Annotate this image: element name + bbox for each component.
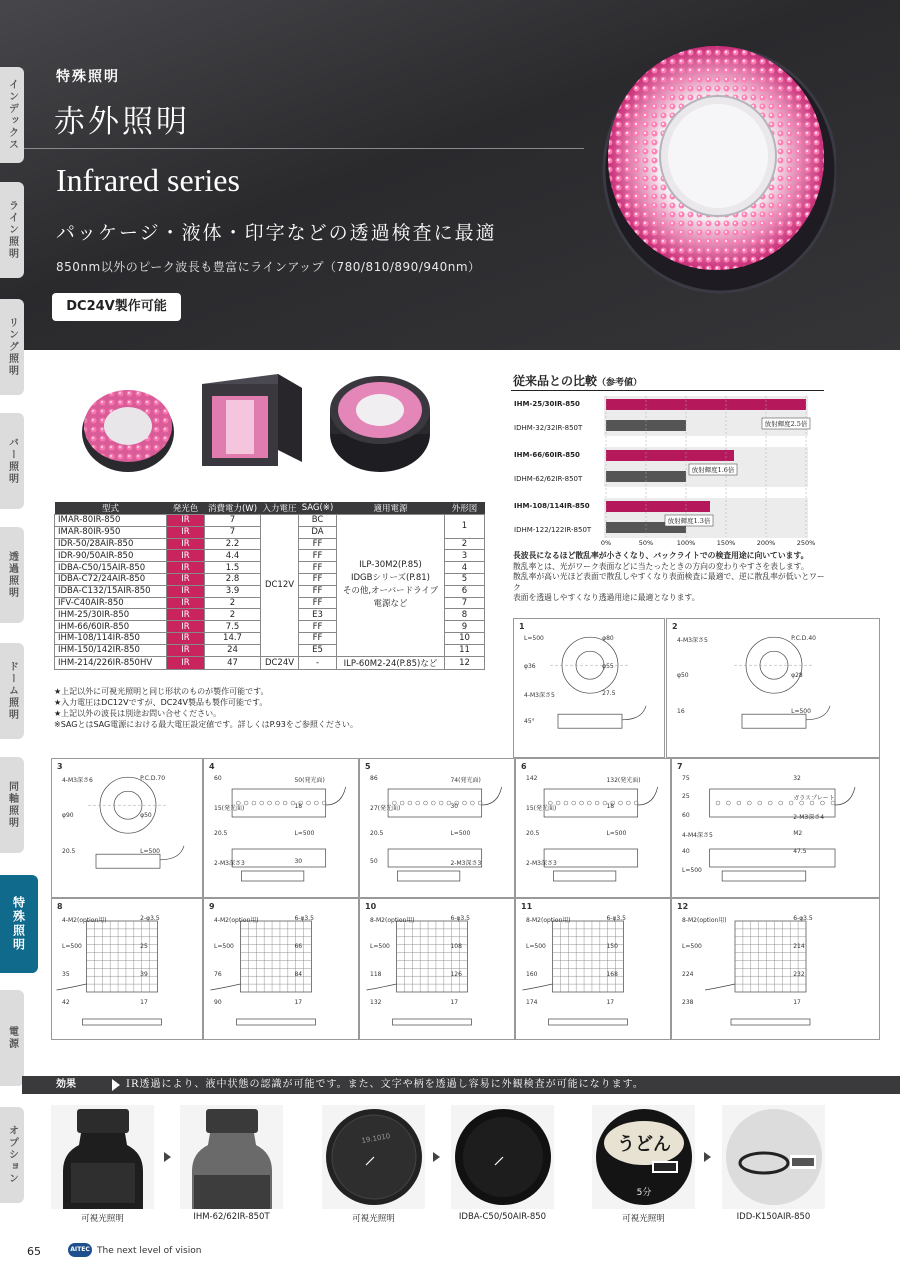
drawing-9 bbox=[203, 898, 359, 1040]
col-model: 型式 bbox=[55, 502, 167, 515]
dimension-label: 238 bbox=[682, 999, 694, 1006]
dimension-label: 17 bbox=[606, 999, 615, 1006]
drawing-number: 7 bbox=[677, 762, 683, 771]
drawing-lines bbox=[516, 759, 672, 899]
dimension-label: 6-φ3.5 bbox=[606, 915, 626, 922]
hero-header bbox=[0, 0, 900, 350]
dimension-label: 20.5 bbox=[214, 830, 228, 837]
drawing-1 bbox=[513, 618, 665, 758]
dimension-label: 118 bbox=[370, 971, 382, 978]
dimension-label: φ90 bbox=[62, 811, 74, 819]
ring-light-hero-image bbox=[596, 30, 836, 300]
header-rule bbox=[24, 148, 584, 149]
bottle-visible-photo bbox=[51, 1105, 154, 1209]
bar-new bbox=[606, 450, 734, 461]
tab-coaxial-light[interactable]: 同軸照明 bbox=[0, 757, 24, 853]
dimension-label: 20.5 bbox=[526, 830, 540, 837]
table-row: IDR-50/28AIR-850 IR 2.2 FF 2 bbox=[55, 538, 485, 550]
caption-ir-2: IDBA-C50/50AIR-850 bbox=[458, 1212, 547, 1222]
series-label-new: IHM-66/60IR-850 bbox=[514, 451, 580, 459]
drawing-5 bbox=[359, 758, 515, 898]
drawing-number: 2 bbox=[672, 622, 678, 631]
psu-cell: ILP-30M2(P.85) IDGBシリーズ(P.81) その他,オーバードライブ 電源など bbox=[337, 515, 445, 657]
dimension-label: 4-M3深さ5 bbox=[677, 637, 708, 644]
comparison-chart bbox=[510, 394, 840, 548]
dimension-label: 142 bbox=[526, 775, 538, 782]
comparison-rule bbox=[511, 390, 824, 391]
bar-new bbox=[606, 399, 806, 410]
drawing-number: 5 bbox=[365, 762, 371, 771]
ratio-label: 放射輝度1.6倍 bbox=[691, 466, 735, 474]
bar-new bbox=[606, 501, 710, 512]
dimension-label: 66 bbox=[294, 943, 303, 950]
dimension-label: 27.5 bbox=[602, 690, 616, 697]
table-row: IDBA-C132/15AIR-850 IR 3.9 FF 6 bbox=[55, 585, 485, 597]
dimension-label: L=500 bbox=[606, 830, 627, 837]
col-voltage: 入力電圧 bbox=[262, 504, 297, 514]
drawing-number: 9 bbox=[209, 902, 215, 911]
dimension-label: 30 bbox=[294, 857, 303, 865]
table-row: IHM-214/226IR-850HV IR 47 DC24V - ILP-60M2-24(P.85)など 12 bbox=[55, 656, 485, 669]
col-psu: 適用電源 bbox=[337, 502, 445, 515]
dimension-label: 18 bbox=[294, 802, 303, 810]
col-power: 消費電力(W) bbox=[205, 502, 261, 515]
dimension-label: φ55 bbox=[602, 662, 614, 670]
dimension-label: 8-M2(option用) bbox=[682, 917, 727, 924]
drawing-number: 11 bbox=[521, 902, 533, 911]
comparison-description: 長波長になるほど散乱率が小さくなり、バックライトでの検査用途に向いています。 散乱率とは、光がワーク表面などに当たったときの方向の変わりやすさを表します。 散乱率が高い光ほど表面で散乱しやすくなり表面検査に最適で、逆に散乱率が低いとワーク 表面を透過しやすくなり透過用途に最適となります。 bbox=[513, 551, 825, 602]
table-row: IFV-C40AIR-850 IR 2 FF 7 bbox=[55, 597, 485, 609]
drawing-lines bbox=[672, 759, 881, 899]
dimension-label: 15(発光面) bbox=[526, 804, 557, 812]
drawing-number: 4 bbox=[209, 762, 215, 771]
dimension-label: 132(発光面) bbox=[606, 777, 641, 784]
arrow-icon bbox=[112, 1079, 120, 1091]
dimension-label: L=500 bbox=[791, 708, 811, 716]
dimension-label: 45° bbox=[524, 717, 535, 725]
dimension-label: L=500 bbox=[450, 830, 471, 837]
tab-backlight[interactable]: 透過照明 bbox=[0, 527, 24, 623]
dimension-label: P.C.D.40 bbox=[791, 635, 816, 642]
drawing-number: 8 bbox=[57, 902, 63, 911]
dimension-label: 76 bbox=[214, 971, 222, 978]
dimension-label: 35 bbox=[62, 971, 70, 978]
dimension-label: 32 bbox=[793, 775, 801, 782]
dimension-label: φ36 bbox=[524, 662, 536, 670]
dimension-label: 50(発光面) bbox=[294, 777, 325, 784]
dimension-label: 160 bbox=[526, 971, 538, 978]
x-tick-label: 50% bbox=[638, 539, 654, 547]
col-color: 発光色 bbox=[167, 502, 205, 515]
drawing-number: 3 bbox=[57, 762, 63, 771]
dimension-label: 4-M2(option用) bbox=[62, 917, 107, 924]
dimension-label: 84 bbox=[294, 971, 303, 978]
dimension-label: φ50 bbox=[677, 671, 689, 679]
dimension-label: 174 bbox=[526, 999, 538, 1006]
drawing-number: 1 bbox=[519, 622, 525, 631]
drawing-number: 12 bbox=[677, 902, 689, 911]
dimension-label: 6-φ3.5 bbox=[793, 915, 813, 922]
series-label-new: IHM-25/30IR-850 bbox=[514, 400, 580, 408]
voltage-dc24v: DC24V bbox=[261, 656, 299, 669]
x-tick-label: 150% bbox=[716, 539, 736, 547]
dimension-label: 25 bbox=[140, 943, 148, 950]
table-row: IHM-108/114IR-850 IR 14.7 FF 10 bbox=[55, 632, 485, 644]
tab-bar-light[interactable]: バー照明 bbox=[0, 413, 24, 509]
dimension-label: 40 bbox=[682, 848, 690, 856]
table-row: IMAR-80IR-850 IR 7 DC12V BC ILP-30M2(P.85) IDGBシリーズ(P.81) その他,オーバードライブ 電源など 1 bbox=[55, 515, 485, 527]
table-row: IMAR-80IR-950 IR 7 DA bbox=[55, 526, 485, 538]
dimension-label: 4-M2(option用) bbox=[214, 917, 259, 924]
table-row: IDBA-C72/24AIR-850 IR 2.8 FF 5 bbox=[55, 573, 485, 585]
tab-index[interactable]: インデックス bbox=[0, 67, 24, 163]
x-tick-label: 0% bbox=[600, 539, 612, 547]
dimension-label: 18 bbox=[606, 802, 615, 810]
drawing-4 bbox=[203, 758, 359, 898]
caption-ir-1: IHM-62/62IR-850T bbox=[193, 1212, 270, 1222]
dimension-label: 6-φ3.5 bbox=[450, 915, 470, 922]
dimension-label: 86 bbox=[370, 775, 378, 782]
dimension-label: L=500 bbox=[62, 943, 82, 950]
drawing-3 bbox=[51, 758, 203, 898]
dimension-label: L=500 bbox=[294, 830, 315, 837]
svg-text:うどん: うどん bbox=[617, 1134, 671, 1155]
effect-text: IR透過により、液中状態の認識が可能です。また、文字や柄を透過し容易に外観検査が可能になります。 bbox=[126, 1079, 644, 1090]
dimension-label: 75 bbox=[682, 775, 690, 782]
company-logo: AITEC bbox=[68, 1243, 92, 1257]
dimension-label: L=500 bbox=[682, 866, 702, 874]
page-title-jp: 赤外照明 bbox=[54, 104, 190, 140]
dimension-label: L=500 bbox=[682, 943, 702, 950]
drawing-6 bbox=[515, 758, 671, 898]
dimension-label: 214 bbox=[793, 943, 805, 950]
drawing-7 bbox=[671, 758, 880, 898]
drawing-number: 10 bbox=[365, 902, 377, 911]
effect-label: 効果 bbox=[56, 1079, 76, 1090]
drawing-8 bbox=[51, 898, 203, 1040]
drawing-11 bbox=[515, 898, 671, 1040]
dimension-label: L=500 bbox=[526, 943, 546, 950]
dc24v-badge: DC24V製作可能 bbox=[52, 293, 181, 321]
dimension-label: 2-M3深さ4 bbox=[793, 813, 825, 821]
dimension-label: 50 bbox=[370, 857, 378, 865]
subtitle: 850nm以外のピーク波長も豊富にラインアップ（780/810/890/940nm） bbox=[56, 260, 481, 274]
dimension-label: M2 bbox=[793, 830, 803, 837]
dimension-label: 150 bbox=[606, 943, 618, 950]
dimension-label: ガラスプレート bbox=[793, 795, 835, 803]
drawing-2 bbox=[666, 618, 880, 758]
dimension-label: 108 bbox=[450, 943, 462, 950]
play-arrow-icon bbox=[704, 1152, 711, 1162]
tab-line-light[interactable]: ライン照明 bbox=[0, 182, 24, 278]
voltage-dc12v: DC12V bbox=[261, 515, 299, 657]
dimension-label: 20.5 bbox=[370, 830, 384, 837]
dimension-label: 42 bbox=[62, 999, 70, 1006]
slogan: The next level of vision bbox=[97, 1246, 202, 1256]
tab-special-light[interactable]: 特殊照明 bbox=[0, 875, 38, 973]
page-number: 65 bbox=[27, 1245, 41, 1258]
effect-band bbox=[22, 1076, 900, 1094]
table-row: IDBA-C50/15AIR-850 IR 1.5 FF 4 bbox=[55, 562, 485, 574]
table-notes: ★上記以外に可視光照明と同じ形状のものが製作可能です。 ★入力電圧はDC12Vですが、DC24V製品も製作可能です。 ★上記以外の波長は別途お問い合せください。 ※SAGとはSAG電源における最大電圧設定値です。詳しくはP.93をご参照ください。 bbox=[54, 687, 358, 729]
caption-ir-3: IDD-K150AIR-850 bbox=[736, 1212, 811, 1222]
svg-text:5分: 5分 bbox=[636, 1188, 652, 1198]
dimension-label: 15(発光面) bbox=[214, 804, 245, 812]
dimension-label: L=500 bbox=[524, 635, 544, 642]
series-label-old: IDHM-122/122IR-850T bbox=[514, 526, 592, 534]
comparison-title: 従来品との比較（参考値） bbox=[513, 374, 643, 388]
table-row: IHM-66/60IR-850 IR 7.5 FF 9 bbox=[55, 621, 485, 633]
col-sag: SAG(※) bbox=[299, 502, 337, 515]
dimension-label: L=500 bbox=[370, 943, 390, 950]
page-title-en: Infrared series bbox=[56, 162, 240, 198]
table-row: IDR-90/50AIR-850 IR 4.4 FF 3 bbox=[55, 550, 485, 562]
x-tick-label: 100% bbox=[676, 539, 696, 547]
dimension-label: 60 bbox=[682, 811, 690, 819]
dimension-label: 16 bbox=[677, 708, 685, 716]
tab-options[interactable]: オプション bbox=[0, 1107, 24, 1203]
dimension-label: 17 bbox=[793, 999, 801, 1006]
x-tick-label: 200% bbox=[756, 539, 776, 547]
dimension-label: 30 bbox=[450, 802, 459, 810]
dimension-label: φ80 bbox=[602, 635, 614, 642]
dimension-label: 168 bbox=[606, 971, 618, 978]
series-label-old: IDHM-32/32IR-850T bbox=[514, 424, 583, 432]
series-label-old: IDHM-62/62IR-850T bbox=[514, 475, 583, 483]
ratio-label: 放射輝度2.5倍 bbox=[764, 420, 808, 428]
dimension-label: 20.5 bbox=[62, 848, 76, 856]
col-figure: 外形図 bbox=[445, 502, 485, 515]
x-tick-label: 250% bbox=[796, 539, 816, 547]
dimension-label: 8-M2(option用) bbox=[370, 917, 415, 924]
table-row: IHM-25/30IR-850 IR 2 E3 8 bbox=[55, 609, 485, 621]
bottle-ir-photo bbox=[180, 1105, 283, 1209]
drawing-number: 6 bbox=[521, 762, 527, 771]
caption-visible-1: 可視光照明 bbox=[81, 1214, 124, 1224]
dimension-label: 17 bbox=[140, 999, 148, 1006]
dimension-label: 224 bbox=[682, 971, 694, 978]
caption-visible-2: 可視光照明 bbox=[352, 1214, 395, 1224]
series-label-new: IHM-108/114IR-850 bbox=[514, 502, 590, 510]
ratio-label: 放射輝度1.3倍 bbox=[667, 517, 711, 525]
ring-light-photo bbox=[80, 380, 176, 476]
label-visible-photo bbox=[592, 1105, 695, 1209]
play-arrow-icon bbox=[433, 1152, 440, 1162]
svg-text:19.1010: 19.1010 bbox=[360, 1132, 391, 1145]
drawing-12 bbox=[671, 898, 880, 1040]
dimension-label: 6-φ3.5 bbox=[294, 915, 314, 922]
dimension-label: 126 bbox=[450, 971, 462, 978]
tab-power-supply[interactable]: 電源 bbox=[0, 990, 24, 1086]
dimension-label: φ28 bbox=[791, 671, 803, 679]
dimension-label: 2-M3深さ3 bbox=[526, 859, 557, 867]
table-row: IHM-150/142IR-850 IR 24 E5 11 bbox=[55, 644, 485, 656]
dimension-label: 25 bbox=[682, 793, 690, 801]
dimension-label: P.C.D.70 bbox=[140, 775, 166, 782]
dimension-label: 17 bbox=[450, 999, 459, 1006]
tab-dome-light[interactable]: ドーム照明 bbox=[0, 643, 24, 739]
dimension-label: 90 bbox=[214, 999, 222, 1006]
label-ir-photo bbox=[722, 1105, 825, 1209]
drawing-lines bbox=[360, 759, 516, 899]
dimension-label: 4-M3深さ6 bbox=[62, 777, 93, 784]
caption-visible-3: 可視光照明 bbox=[622, 1214, 665, 1224]
can-visible-photo bbox=[322, 1105, 425, 1209]
dimension-label: 47.5 bbox=[793, 848, 807, 856]
dimension-label: 60 bbox=[214, 775, 222, 782]
drawing-lines bbox=[204, 759, 360, 899]
dimension-label: 17 bbox=[294, 999, 303, 1006]
dimension-label: 27(発光面) bbox=[370, 804, 401, 812]
spec-table bbox=[54, 502, 485, 670]
box-light-photo bbox=[186, 370, 306, 474]
category-label: 特殊照明 bbox=[56, 69, 120, 85]
play-arrow-icon bbox=[164, 1152, 171, 1162]
dimension-label: 2-φ3.5 bbox=[140, 915, 160, 922]
dimension-label: 39 bbox=[140, 971, 148, 978]
dimension-label: 2-M3深さ3 bbox=[214, 859, 245, 867]
dimension-label: L=500 bbox=[140, 848, 160, 856]
dimension-label: 4-M4深さ5 bbox=[682, 832, 713, 839]
tab-ring-light[interactable]: リング照明 bbox=[0, 299, 24, 395]
dimension-label: 4-M3深さ5 bbox=[524, 692, 555, 699]
dimension-label: L=500 bbox=[214, 943, 234, 950]
drawing-10 bbox=[359, 898, 515, 1040]
dimension-label: 74(発光面) bbox=[450, 777, 481, 784]
dimension-label: 2-M3深さ3 bbox=[450, 859, 482, 867]
ring-light-deep-photo bbox=[328, 374, 432, 474]
can-ir-photo bbox=[451, 1105, 554, 1209]
dimension-label: 8-M2(option用) bbox=[526, 917, 571, 924]
dimension-label: 232 bbox=[793, 971, 805, 978]
dimension-label: 132 bbox=[370, 999, 382, 1006]
tagline: パッケージ・液体・印字などの透過検査に最適 bbox=[56, 222, 497, 244]
dimension-label: φ50 bbox=[140, 811, 152, 819]
